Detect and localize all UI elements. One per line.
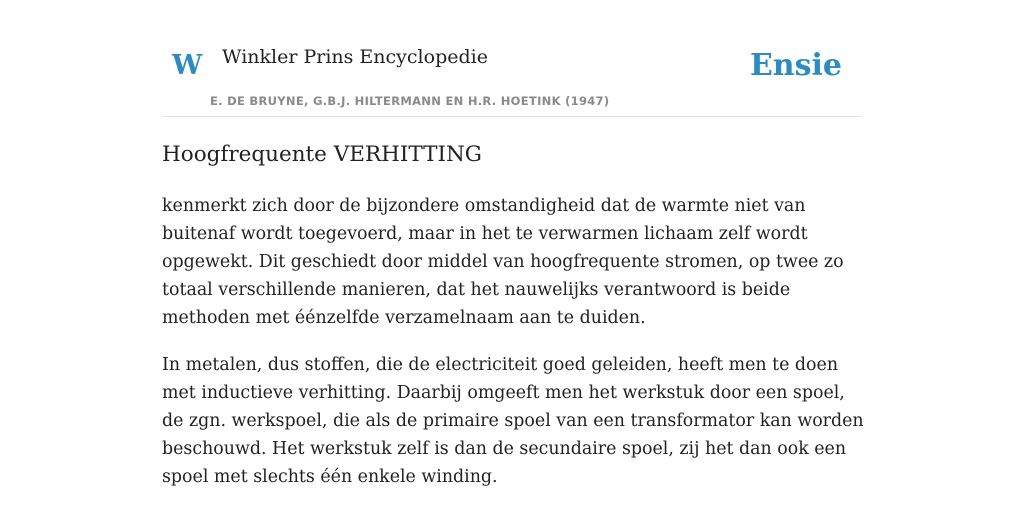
article <box>162 140 868 491</box>
ensie-logo[interactable]: Ensie <box>749 48 842 83</box>
header <box>162 0 862 117</box>
source-title[interactable]: Winkler Prins Encyclopedie <box>222 46 488 68</box>
article-paragraph: In metalen, dus stoffen, die de electriciteit goed geleiden, heeft men te doen met inductieve verhitting. Daarbij omgeeft men het werkstuk door een spoel, de zgn. werkspoel, die als de primaire spoel van een transformator kan worden beschouwd. Het werkstuk zelf is dan de secundaire spoel, zij het dan ook een spoel met slechts één enkele winding. <box>162 355 864 487</box>
article-title: Hoogfrequente VERHITTING <box>162 142 482 167</box>
source-authors: E. DE BRUYNE, G.B.J. HILTERMANN EN H.R. HOETINK (1947) <box>210 94 610 108</box>
winkler-prins-logo[interactable]: W <box>172 50 203 81</box>
article-paragraph: kenmerkt zich door de bijzondere omstandigheid dat de warmte niet van buitenaf wordt toegevoerd, maar in het te verwarmen lichaam zelf wordt opgewekt. Dit geschiedt door middel van hoogfrequente stromen, op twee zo totaal verschillende manieren, dat het nauwelijks verantwoord is beide methoden met éénzelfde verzamelnaam aan te duiden. <box>162 196 844 328</box>
